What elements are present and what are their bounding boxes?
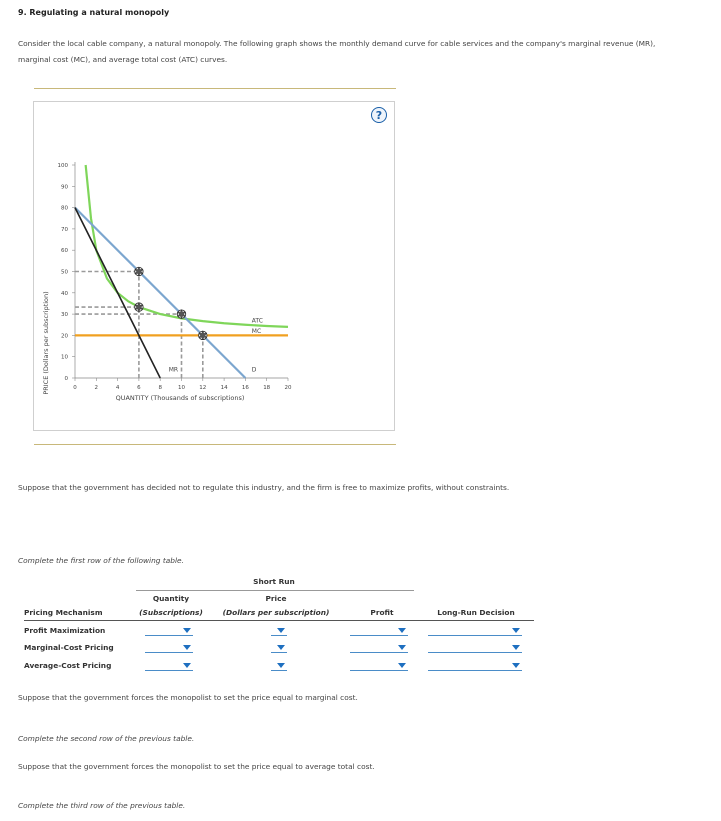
x-tick-label: 4 [115, 385, 120, 391]
paragraph-unregulated: Suppose that the government has decided not to regulate this industry, and the firm is free to maximize profits, without constraints. [18, 483, 510, 492]
price-dropdown[interactable] [271, 661, 287, 671]
chevron-down-icon [183, 645, 191, 650]
chevron-down-icon [277, 645, 285, 650]
row-label-ac-pricing: Average-Cost Pricing [24, 661, 112, 670]
chevron-down-icon [277, 628, 285, 633]
y-axis-label: PRICE (Dollars per subscription) [42, 291, 50, 395]
curve-label-mr: MR [168, 366, 179, 374]
long-run-header: Long-Run Decision [437, 608, 515, 617]
y-tick-label: 40 [61, 290, 68, 297]
chevron-down-icon [277, 663, 285, 668]
price-header: Price [265, 594, 287, 603]
y-tick-label: 30 [61, 312, 68, 319]
instruction-second-row: Complete the second row of the previous table. [18, 734, 195, 743]
curve-label-d: D [251, 366, 257, 374]
divider-top [34, 88, 396, 89]
quantity-dropdown[interactable] [145, 626, 193, 636]
y-tick-label: 70 [61, 226, 68, 233]
x-tick-label: 20 [284, 385, 292, 391]
y-tick-label: 50 [61, 269, 68, 276]
quantity-header: Quantity [152, 594, 190, 603]
table-header-rule [24, 620, 534, 621]
profit-dropdown[interactable] [350, 626, 408, 636]
curve-label-mc: MC [251, 327, 262, 335]
paragraph-mc-pricing: Suppose that the government forces the monopolist to set the price equal to marginal cost. [18, 693, 358, 702]
series-mr-line [75, 208, 160, 378]
divider-bottom [34, 444, 396, 445]
row-label-profit-max: Profit Maximization [24, 626, 106, 635]
x-tick-label: 2 [94, 385, 99, 391]
y-tick-label: 100 [57, 163, 68, 169]
x-tick-label: 0 [73, 385, 77, 391]
quantity-dropdown[interactable] [145, 643, 193, 653]
x-tick-label: 18 [263, 385, 271, 391]
chevron-down-icon [398, 628, 406, 633]
x-tick-label: 12 [199, 385, 207, 391]
x-tick-label: 10 [178, 385, 185, 391]
profit-dropdown[interactable] [350, 643, 408, 653]
question-title: 9. Regulating a natural monopoly [18, 8, 170, 17]
chevron-down-icon [512, 628, 520, 633]
chevron-down-icon [183, 663, 191, 668]
short-run-rule [136, 590, 414, 591]
x-tick-label: 14 [220, 385, 228, 391]
quantity-unit-header: (Subscriptions) [139, 608, 203, 617]
question-intro: Consider the local cable company, a natural monopoly. The following graph shows the monthly demand curve for cable services and the company's marginal revenue (MR), marginal cost (MC), and average total cost (ATC) curves. [18, 39, 656, 64]
chevron-down-icon [512, 663, 520, 668]
series-atc-line [86, 165, 288, 327]
y-tick-label: 90 [61, 184, 68, 191]
instruction-first-row: Complete the first row of the following table. [18, 556, 184, 565]
x-tick-label: 6 [137, 385, 141, 391]
decision-dropdown[interactable] [428, 643, 522, 653]
instruction-third-row: Complete the third row of the previous table. [18, 801, 186, 810]
y-tick-label: 0 [64, 376, 68, 382]
profit-header: Profit [370, 608, 394, 617]
plot-area [58, 162, 292, 391]
chevron-down-icon [398, 663, 406, 668]
decision-dropdown[interactable] [428, 626, 522, 636]
y-tick-label: 10 [61, 354, 68, 361]
mechanism-header: Pricing Mechanism [24, 608, 103, 617]
x-tick-label: 16 [241, 385, 249, 391]
price-dropdown[interactable] [271, 626, 287, 636]
chevron-down-icon [183, 628, 191, 633]
profit-dropdown[interactable] [350, 661, 408, 671]
price-dropdown[interactable] [271, 643, 287, 653]
x-axis-label: QUANTITY (Thousands of subscriptions) [115, 394, 245, 402]
decision-dropdown[interactable] [428, 661, 522, 671]
paragraph-ac-pricing: Suppose that the government forces the monopolist to set the price equal to average total cost. [18, 762, 375, 771]
y-tick-label: 60 [61, 248, 68, 255]
curve-label-atc: ATC [251, 317, 263, 325]
quantity-dropdown[interactable] [145, 661, 193, 671]
y-tick-label: 80 [61, 205, 68, 212]
chevron-down-icon [398, 645, 406, 650]
short-run-header: Short Run [253, 577, 295, 586]
series-d-line [75, 208, 245, 378]
x-tick-label: 8 [158, 385, 162, 391]
chart [33, 101, 395, 431]
y-tick-label: 20 [61, 333, 68, 340]
price-unit-header: (Dollars per subscription) [222, 608, 330, 617]
chevron-down-icon [512, 645, 520, 650]
row-label-mc-pricing: Marginal-Cost Pricing [24, 643, 114, 652]
help-icon[interactable]: ? [371, 107, 387, 123]
